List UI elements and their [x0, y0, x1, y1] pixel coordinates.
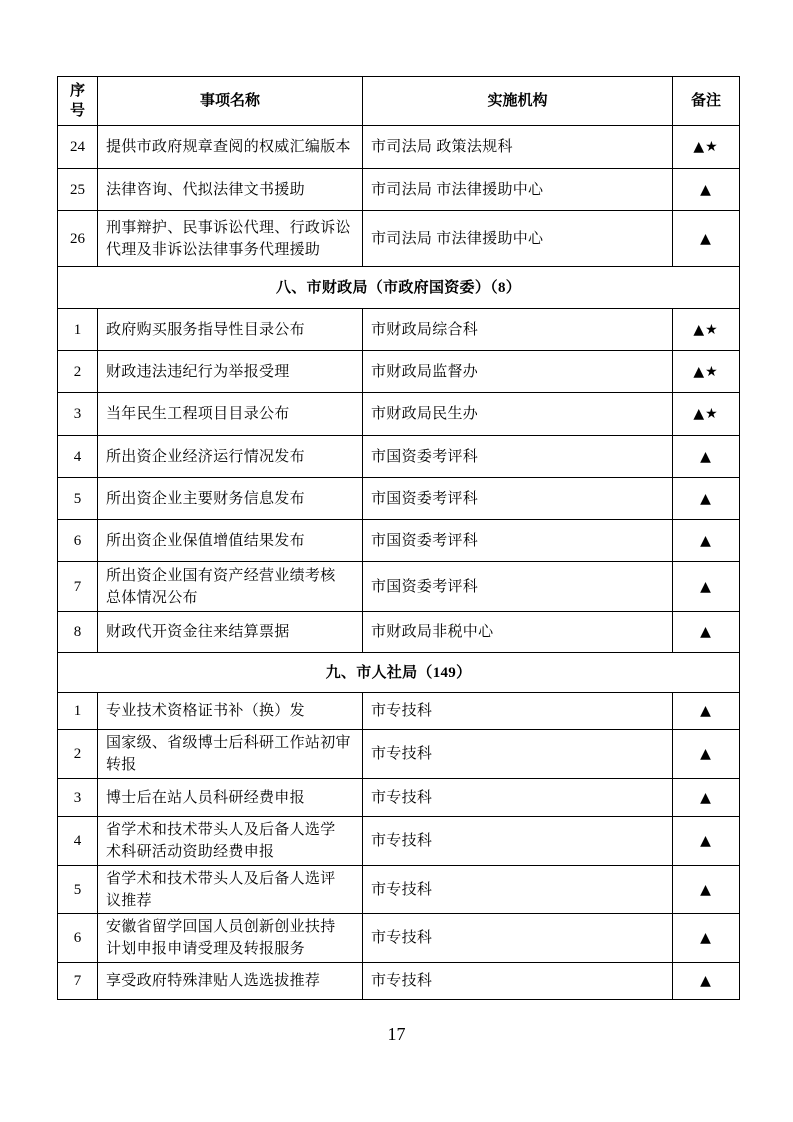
- table-row: [58, 351, 740, 393]
- header-item-name: 事项名称: [98, 77, 363, 126]
- table-row: [58, 309, 740, 351]
- row-item-name: 财政违法违纪行为举报受理: [98, 351, 363, 393]
- row-item-name: 法律咨询、代拟法律文书援助: [98, 169, 363, 211]
- table-row: [58, 963, 740, 1000]
- row-agency: 市财政局非税中心: [363, 612, 673, 653]
- row-agency: 市国资委考评科: [363, 562, 673, 612]
- row-seq-number: 24: [58, 126, 98, 169]
- row-agency: 市国资委考评科: [363, 520, 673, 562]
- row-seq-number: 2: [58, 730, 98, 779]
- table-row: [58, 914, 740, 963]
- row-item-name: 省学术和技术带头人及后备人选评 议推荐: [98, 866, 363, 914]
- table-row: [58, 169, 740, 211]
- row-agency: 市国资委考评科: [363, 436, 673, 478]
- row-agency: 市专技科: [363, 914, 673, 963]
- row-note-marks: ▲: [673, 169, 740, 211]
- row-note-marks: ▲: [673, 520, 740, 562]
- section-title: 八、市财政局（市政府国资委）（8）: [58, 267, 740, 309]
- row-seq-number: 6: [58, 914, 98, 963]
- row-note-marks: ▲: [673, 612, 740, 653]
- row-seq-number: 5: [58, 866, 98, 914]
- row-item-name: 所出资企业经济运行情况发布: [98, 436, 363, 478]
- table-row: [58, 478, 740, 520]
- section-row: [58, 267, 740, 309]
- table-row: [58, 562, 740, 612]
- row-agency: 市专技科: [363, 963, 673, 1000]
- row-seq-number: 4: [58, 436, 98, 478]
- row-agency: 市司法局 政策法规科: [363, 126, 673, 169]
- row-item-name: 当年民生工程项目目录公布: [98, 393, 363, 436]
- table-row: [58, 126, 740, 169]
- row-item-name: 财政代开资金往来结算票据: [98, 612, 363, 653]
- table-row: [58, 436, 740, 478]
- row-item-name: 省学术和技术带头人及后备人选学 术科研活动资助经费申报: [98, 817, 363, 866]
- row-seq-number: 1: [58, 693, 98, 730]
- table-row: [58, 693, 740, 730]
- page-number: 17: [387, 1024, 406, 1044]
- row-agency: 市专技科: [363, 730, 673, 779]
- table-row: [58, 211, 740, 267]
- row-note-marks: ▲★: [673, 393, 740, 436]
- table-row: [58, 866, 740, 914]
- row-item-name: 博士后在站人员科研经费申报: [98, 779, 363, 817]
- table-row: [58, 730, 740, 779]
- row-seq-number: 5: [58, 478, 98, 520]
- table-row: [58, 520, 740, 562]
- row-item-name: 所出资企业国有资产经营业绩考核 总体情况公布: [98, 562, 363, 612]
- row-seq-number: 3: [58, 779, 98, 817]
- row-note-marks: ▲: [673, 693, 740, 730]
- header-seq: [58, 77, 98, 126]
- row-note-marks: ▲: [673, 478, 740, 520]
- row-agency: 市财政局综合科: [363, 309, 673, 351]
- row-note-marks: ▲★: [673, 309, 740, 351]
- row-item-name: 专业技术资格证书补（换）发: [98, 693, 363, 730]
- row-seq-number: 2: [58, 351, 98, 393]
- table-row: [58, 779, 740, 817]
- row-note-marks: ▲: [673, 562, 740, 612]
- table-row: [58, 393, 740, 436]
- table-row: [58, 817, 740, 866]
- section-row: [58, 653, 740, 693]
- catalog-table: [57, 76, 740, 1000]
- row-item-name: 提供市政府规章查阅的权威汇编版本: [98, 126, 363, 169]
- row-note-marks: ▲: [673, 963, 740, 1000]
- row-note-marks: ▲★: [673, 126, 740, 169]
- row-agency: 市财政局监督办: [363, 351, 673, 393]
- row-agency: 市司法局 市法律援助中心: [363, 211, 673, 267]
- table-body: [58, 126, 740, 1000]
- header-seq-label: 序号: [70, 82, 86, 119]
- row-seq-number: 7: [58, 963, 98, 1000]
- row-item-name: 所出资企业主要财务信息发布: [98, 478, 363, 520]
- row-seq-number: 6: [58, 520, 98, 562]
- row-note-marks: ▲: [673, 779, 740, 817]
- row-seq-number: 7: [58, 562, 98, 612]
- row-note-marks: ▲: [673, 211, 740, 267]
- row-agency: 市专技科: [363, 817, 673, 866]
- row-item-name: 政府购买服务指导性目录公布: [98, 309, 363, 351]
- row-agency: 市司法局 市法律援助中心: [363, 169, 673, 211]
- row-seq-number: 3: [58, 393, 98, 436]
- row-note-marks: ▲: [673, 914, 740, 963]
- row-note-marks: ▲: [673, 436, 740, 478]
- row-item-name: 享受政府特殊津贴人选选拔推荐: [98, 963, 363, 1000]
- row-agency: 市专技科: [363, 693, 673, 730]
- row-agency: 市专技科: [363, 866, 673, 914]
- row-item-name: 所出资企业保值增值结果发布: [98, 520, 363, 562]
- row-agency: 市财政局民生办: [363, 393, 673, 436]
- row-seq-number: 25: [58, 169, 98, 211]
- row-item-name: 国家级、省级博士后科研工作站初审 转报: [98, 730, 363, 779]
- table-row: [58, 612, 740, 653]
- row-note-marks: ▲: [673, 817, 740, 866]
- row-seq-number: 8: [58, 612, 98, 653]
- row-seq-number: 26: [58, 211, 98, 267]
- row-seq-number: 1: [58, 309, 98, 351]
- row-item-name: 安徽省留学回国人员创新创业扶持 计划申报申请受理及转报服务: [98, 914, 363, 963]
- row-note-marks: ▲: [673, 866, 740, 914]
- row-agency: 市专技科: [363, 779, 673, 817]
- row-seq-number: 4: [58, 817, 98, 866]
- section-title: 九、市人社局（149）: [58, 653, 740, 693]
- row-item-name: 刑事辩护、民事诉讼代理、行政诉讼 代理及非诉讼法律事务代理援助: [98, 211, 363, 267]
- row-note-marks: ▲★: [673, 351, 740, 393]
- header-agency: 实施机构: [363, 77, 673, 126]
- header-row: [58, 77, 740, 126]
- row-note-marks: ▲: [673, 730, 740, 779]
- header-note: 备注: [673, 77, 740, 126]
- row-agency: 市国资委考评科: [363, 478, 673, 520]
